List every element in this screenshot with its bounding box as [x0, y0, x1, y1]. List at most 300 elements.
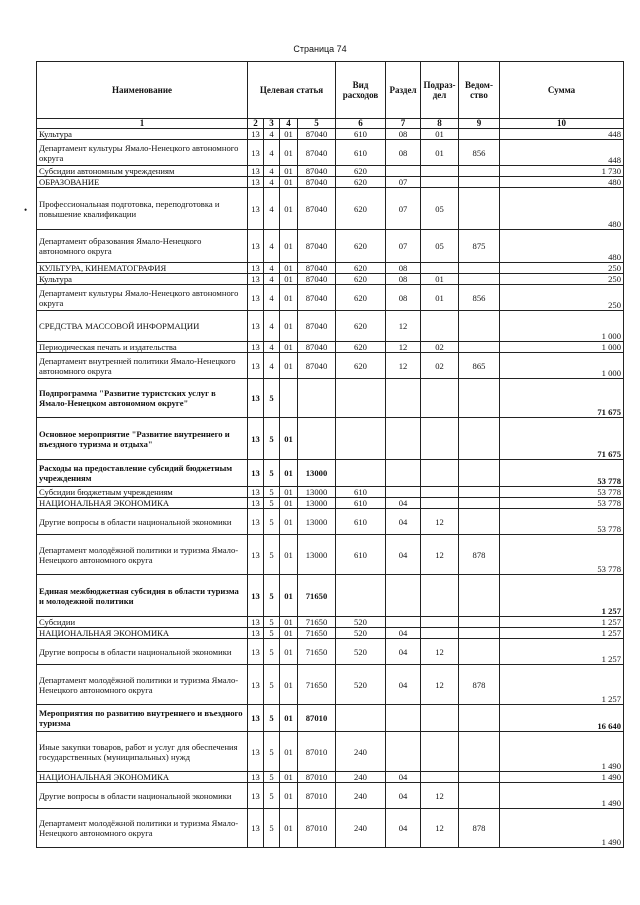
cell-target-d: 13000 — [298, 460, 336, 487]
cell-ved — [459, 274, 500, 285]
col-header-name: Наименование — [37, 62, 248, 119]
table-row — [37, 809, 624, 848]
cell-ved — [459, 166, 500, 177]
cell-target-d — [298, 379, 336, 418]
header-row — [37, 62, 624, 119]
cell-sum: 250 — [500, 285, 624, 311]
cell-name: Профессиональная подготовка, переподготовка и повышение квалификации — [37, 188, 248, 230]
cell-sum: 71 675 — [500, 379, 624, 418]
cell-sum: 480 — [500, 188, 624, 230]
table-row — [37, 639, 624, 665]
cell-sum: 16 640 — [500, 705, 624, 732]
cell-target-a: 13 — [248, 311, 264, 342]
cell-razdel: 12 — [386, 311, 421, 342]
cell-target-a: 13 — [248, 705, 264, 732]
cell-target-a: 13 — [248, 188, 264, 230]
cell-vid: 620 — [336, 311, 386, 342]
cell-target-a: 13 — [248, 498, 264, 509]
cell-target-b: 5 — [264, 783, 280, 809]
col-header-ved: Ведом-ство — [459, 62, 500, 119]
cell-ved — [459, 311, 500, 342]
cell-vid: 520 — [336, 639, 386, 665]
cell-target-d: 13000 — [298, 535, 336, 575]
cell-target-c: 01 — [280, 783, 298, 809]
cell-ved — [459, 639, 500, 665]
table-row — [37, 418, 624, 460]
cell-target-c — [280, 379, 298, 418]
cell-ved — [459, 460, 500, 487]
cell-razdel: 12 — [386, 342, 421, 353]
cell-vid: 520 — [336, 665, 386, 705]
cell-name: Основное мероприятие "Развитие внутреннего и въездного туризма и отдыха" — [37, 418, 248, 460]
col-num: 10 — [500, 119, 624, 129]
cell-target-a: 13 — [248, 353, 264, 379]
cell-vid: 520 — [336, 617, 386, 628]
table-row — [37, 665, 624, 705]
cell-target-a: 13 — [248, 628, 264, 639]
cell-vid — [336, 705, 386, 732]
cell-target-a: 13 — [248, 418, 264, 460]
cell-ved — [459, 498, 500, 509]
cell-target-c: 01 — [280, 665, 298, 705]
cell-sum: 1 257 — [500, 575, 624, 617]
table-row — [37, 342, 624, 353]
cell-ved: 875 — [459, 230, 500, 263]
cell-target-a: 13 — [248, 575, 264, 617]
cell-podrazdel: 02 — [421, 353, 459, 379]
cell-sum: 1 490 — [500, 809, 624, 848]
table-row — [37, 460, 624, 487]
cell-name: Расходы на предоставление субсидий бюджетным учреждениям — [37, 460, 248, 487]
cell-ved: 856 — [459, 140, 500, 166]
cell-name: Департамент культуры Ямало-Ненецкого автономного округа — [37, 285, 248, 311]
cell-target-b: 4 — [264, 129, 280, 140]
cell-name: СРЕДСТВА МАССОВОЙ ИНФОРМАЦИИ — [37, 311, 248, 342]
cell-sum: 53 778 — [500, 509, 624, 535]
cell-sum: 1 730 — [500, 166, 624, 177]
table-row — [37, 509, 624, 535]
cell-sum: 53 778 — [500, 487, 624, 498]
cell-sum: 1 490 — [500, 772, 624, 783]
cell-ved — [459, 487, 500, 498]
table-row — [37, 498, 624, 509]
cell-vid: 620 — [336, 166, 386, 177]
table-row — [37, 274, 624, 285]
cell-target-c: 01 — [280, 274, 298, 285]
cell-target-a: 13 — [248, 263, 264, 274]
cell-target-d: 87040 — [298, 263, 336, 274]
cell-razdel — [386, 166, 421, 177]
cell-target-d: 87010 — [298, 809, 336, 848]
cell-name: Иные закупки товаров, работ и услуг для обеспечения государственных (муниципальных) нужд — [37, 732, 248, 772]
cell-razdel: 04 — [386, 809, 421, 848]
cell-vid: 240 — [336, 783, 386, 809]
cell-target-b: 5 — [264, 809, 280, 848]
cell-name: Культура — [37, 274, 248, 285]
cell-vid: 520 — [336, 628, 386, 639]
cell-target-b: 5 — [264, 418, 280, 460]
cell-target-c: 01 — [280, 498, 298, 509]
cell-name: Субсидии автономным учреждениям — [37, 166, 248, 177]
cell-target-d — [298, 418, 336, 460]
cell-vid: 620 — [336, 353, 386, 379]
cell-razdel: 08 — [386, 129, 421, 140]
col-num: 2 — [248, 119, 264, 129]
cell-target-c: 01 — [280, 418, 298, 460]
cell-target-a: 13 — [248, 342, 264, 353]
cell-ved: 865 — [459, 353, 500, 379]
cell-target-c: 01 — [280, 575, 298, 617]
cell-podrazdel — [421, 311, 459, 342]
cell-sum: 71 675 — [500, 418, 624, 460]
cell-target-b: 5 — [264, 509, 280, 535]
cell-name: НАЦИОНАЛЬНАЯ ЭКОНОМИКА — [37, 628, 248, 639]
cell-sum: 480 — [500, 230, 624, 263]
cell-sum: 1 257 — [500, 639, 624, 665]
cell-target-b: 4 — [264, 177, 280, 188]
table-row — [37, 783, 624, 809]
cell-vid: 240 — [336, 772, 386, 783]
table-row — [37, 166, 624, 177]
cell-target-d: 87010 — [298, 783, 336, 809]
cell-target-d: 87010 — [298, 705, 336, 732]
cell-target-c: 01 — [280, 230, 298, 263]
cell-razdel: 04 — [386, 772, 421, 783]
cell-podrazdel — [421, 498, 459, 509]
cell-vid: 620 — [336, 177, 386, 188]
cell-podrazdel: 02 — [421, 342, 459, 353]
cell-target-a: 13 — [248, 129, 264, 140]
table-row — [37, 617, 624, 628]
cell-target-c: 01 — [280, 487, 298, 498]
cell-name: Департамент молодёжной политики и туризма Ямало-Ненецкого автономного округа — [37, 535, 248, 575]
cell-ved — [459, 783, 500, 809]
cell-ved — [459, 188, 500, 230]
cell-ved — [459, 705, 500, 732]
column-number-row — [37, 119, 624, 129]
col-num: 9 — [459, 119, 500, 129]
cell-podrazdel — [421, 177, 459, 188]
cell-razdel: 04 — [386, 628, 421, 639]
cell-target-b: 4 — [264, 342, 280, 353]
cell-razdel: 04 — [386, 783, 421, 809]
cell-podrazdel: 01 — [421, 285, 459, 311]
cell-podrazdel: 12 — [421, 665, 459, 705]
cell-target-b: 4 — [264, 263, 280, 274]
cell-target-b: 5 — [264, 379, 280, 418]
cell-target-c: 01 — [280, 263, 298, 274]
cell-razdel: 04 — [386, 639, 421, 665]
cell-target-b: 5 — [264, 772, 280, 783]
cell-podrazdel — [421, 732, 459, 772]
cell-name: Другие вопросы в области национальной экономики — [37, 639, 248, 665]
col-num: 1 — [37, 119, 248, 129]
cell-name: Департамент образования Ямало-Ненецкого автономного округа — [37, 230, 248, 263]
cell-sum: 480 — [500, 177, 624, 188]
cell-sum: 1 000 — [500, 311, 624, 342]
table-row — [37, 311, 624, 342]
col-header-podrazdel: Подраз-дел — [421, 62, 459, 119]
col-num: 3 — [264, 119, 280, 129]
cell-target-d: 87040 — [298, 166, 336, 177]
cell-podrazdel — [421, 460, 459, 487]
cell-ved: 878 — [459, 665, 500, 705]
cell-ved — [459, 129, 500, 140]
cell-ved — [459, 575, 500, 617]
cell-target-b: 4 — [264, 140, 280, 166]
cell-target-a: 13 — [248, 487, 264, 498]
cell-name: Периодическая печать и издательства — [37, 342, 248, 353]
col-num: 4 — [280, 119, 298, 129]
cell-razdel: 07 — [386, 188, 421, 230]
cell-target-c: 01 — [280, 311, 298, 342]
cell-podrazdel — [421, 628, 459, 639]
cell-target-a: 13 — [248, 166, 264, 177]
cell-target-b: 5 — [264, 628, 280, 639]
table-row — [37, 575, 624, 617]
cell-podrazdel — [421, 617, 459, 628]
cell-target-b: 5 — [264, 487, 280, 498]
cell-target-b: 5 — [264, 460, 280, 487]
cell-sum: 53 778 — [500, 460, 624, 487]
table-row — [37, 379, 624, 418]
cell-razdel — [386, 460, 421, 487]
table-row — [37, 129, 624, 140]
cell-podrazdel: 05 — [421, 188, 459, 230]
cell-vid: 620 — [336, 342, 386, 353]
cell-target-a: 13 — [248, 379, 264, 418]
cell-target-c: 01 — [280, 628, 298, 639]
col-num: 5 — [298, 119, 336, 129]
cell-podrazdel — [421, 575, 459, 617]
table-row — [37, 285, 624, 311]
cell-target-c: 01 — [280, 535, 298, 575]
cell-target-a: 13 — [248, 177, 264, 188]
cell-target-d: 87040 — [298, 274, 336, 285]
cell-target-b: 5 — [264, 705, 280, 732]
cell-razdel — [386, 418, 421, 460]
cell-vid: 240 — [336, 732, 386, 772]
cell-target-a: 13 — [248, 783, 264, 809]
cell-target-c: 01 — [280, 353, 298, 379]
cell-ved — [459, 263, 500, 274]
cell-razdel — [386, 617, 421, 628]
cell-podrazdel: 12 — [421, 535, 459, 575]
cell-target-b: 5 — [264, 575, 280, 617]
cell-target-a: 13 — [248, 460, 264, 487]
cell-sum: 1 257 — [500, 617, 624, 628]
cell-target-c: 01 — [280, 617, 298, 628]
cell-ved — [459, 418, 500, 460]
table-row — [37, 230, 624, 263]
cell-name: НАЦИОНАЛЬНАЯ ЭКОНОМИКА — [37, 498, 248, 509]
cell-vid: 240 — [336, 809, 386, 848]
cell-ved — [459, 617, 500, 628]
cell-target-b: 5 — [264, 617, 280, 628]
cell-sum: 250 — [500, 274, 624, 285]
cell-razdel: 08 — [386, 263, 421, 274]
table-row — [37, 487, 624, 498]
cell-target-a: 13 — [248, 509, 264, 535]
cell-sum: 1 257 — [500, 665, 624, 705]
col-num: 6 — [336, 119, 386, 129]
cell-podrazdel — [421, 379, 459, 418]
cell-vid — [336, 379, 386, 418]
cell-name: Департамент культуры Ямало-Ненецкого автономного округа — [37, 140, 248, 166]
cell-target-c: 01 — [280, 732, 298, 772]
cell-razdel: 08 — [386, 140, 421, 166]
cell-target-c: 01 — [280, 809, 298, 848]
cell-sum: 448 — [500, 129, 624, 140]
cell-target-a: 13 — [248, 639, 264, 665]
cell-razdel: 04 — [386, 535, 421, 575]
table-body — [37, 129, 624, 848]
cell-name: ОБРАЗОВАНИЕ — [37, 177, 248, 188]
col-header-sum: Сумма — [500, 62, 624, 119]
table-row — [37, 535, 624, 575]
page-label: Страница 74 — [293, 44, 347, 54]
cell-razdel: 12 — [386, 353, 421, 379]
cell-sum: 53 778 — [500, 535, 624, 575]
cell-razdel: 08 — [386, 274, 421, 285]
cell-vid: 610 — [336, 498, 386, 509]
cell-target-a: 13 — [248, 140, 264, 166]
col-header-target: Целевая статья — [248, 62, 336, 119]
cell-target-c: 01 — [280, 705, 298, 732]
table-row — [37, 140, 624, 166]
cell-name: Департамент молодёжной политики и туризма Ямало-Ненецкого автономного округа — [37, 665, 248, 705]
cell-podrazdel: 05 — [421, 230, 459, 263]
cell-target-a: 13 — [248, 274, 264, 285]
cell-razdel — [386, 379, 421, 418]
cell-target-a: 13 — [248, 772, 264, 783]
cell-name: НАЦИОНАЛЬНАЯ ЭКОНОМИКА — [37, 772, 248, 783]
cell-podrazdel — [421, 263, 459, 274]
cell-target-a: 13 — [248, 617, 264, 628]
cell-ved — [459, 342, 500, 353]
cell-ved: 856 — [459, 285, 500, 311]
cell-podrazdel: 12 — [421, 639, 459, 665]
cell-razdel: 04 — [386, 498, 421, 509]
cell-name: Другие вопросы в области национальной экономики — [37, 783, 248, 809]
cell-vid: 610 — [336, 487, 386, 498]
cell-vid: 620 — [336, 188, 386, 230]
cell-ved — [459, 732, 500, 772]
cell-target-b: 4 — [264, 230, 280, 263]
budget-table — [36, 61, 624, 848]
cell-target-c: 01 — [280, 342, 298, 353]
cell-podrazdel: 12 — [421, 809, 459, 848]
cell-target-d: 87040 — [298, 129, 336, 140]
cell-podrazdel — [421, 166, 459, 177]
cell-podrazdel: 01 — [421, 129, 459, 140]
cell-podrazdel — [421, 487, 459, 498]
cell-target-c: 01 — [280, 129, 298, 140]
cell-sum: 1 000 — [500, 353, 624, 379]
cell-name: Субсидии бюджетным учреждениям — [37, 487, 248, 498]
cell-ved: 878 — [459, 809, 500, 848]
cell-target-d: 87040 — [298, 230, 336, 263]
cell-target-d: 87040 — [298, 285, 336, 311]
col-num: 7 — [386, 119, 421, 129]
cell-ved — [459, 379, 500, 418]
cell-vid — [336, 460, 386, 487]
cell-name: Мероприятия по развитию внутреннего и въездного туризма — [37, 705, 248, 732]
cell-target-d: 71650 — [298, 617, 336, 628]
margin-mark: • — [24, 205, 28, 215]
cell-sum: 1 490 — [500, 732, 624, 772]
cell-vid — [336, 575, 386, 617]
cell-razdel: 08 — [386, 285, 421, 311]
cell-target-c: 01 — [280, 166, 298, 177]
cell-target-d: 13000 — [298, 498, 336, 509]
cell-razdel — [386, 487, 421, 498]
cell-ved: 878 — [459, 535, 500, 575]
cell-target-a: 13 — [248, 809, 264, 848]
cell-target-d: 87040 — [298, 188, 336, 230]
cell-target-d: 87010 — [298, 772, 336, 783]
cell-target-d: 71650 — [298, 628, 336, 639]
cell-ved — [459, 177, 500, 188]
cell-target-a: 13 — [248, 230, 264, 263]
cell-vid — [336, 418, 386, 460]
cell-razdel: 04 — [386, 509, 421, 535]
col-header-razdel: Раздел — [386, 62, 421, 119]
cell-razdel: 04 — [386, 665, 421, 705]
cell-target-a: 13 — [248, 535, 264, 575]
cell-target-d: 87040 — [298, 342, 336, 353]
cell-sum: 250 — [500, 263, 624, 274]
cell-vid: 620 — [336, 274, 386, 285]
cell-podrazdel: 12 — [421, 783, 459, 809]
col-num: 8 — [421, 119, 459, 129]
cell-target-c: 01 — [280, 188, 298, 230]
cell-target-c: 01 — [280, 460, 298, 487]
cell-vid: 620 — [336, 285, 386, 311]
cell-target-c: 01 — [280, 639, 298, 665]
cell-vid: 610 — [336, 129, 386, 140]
cell-vid: 610 — [336, 535, 386, 575]
cell-name: Субсидии — [37, 617, 248, 628]
cell-name: Другие вопросы в области национальной экономики — [37, 509, 248, 535]
cell-target-c: 01 — [280, 177, 298, 188]
cell-sum: 53 778 — [500, 498, 624, 509]
cell-target-d: 87040 — [298, 311, 336, 342]
cell-target-b: 5 — [264, 535, 280, 575]
cell-target-c: 01 — [280, 140, 298, 166]
cell-vid: 620 — [336, 263, 386, 274]
cell-target-c: 01 — [280, 285, 298, 311]
cell-target-d: 87010 — [298, 732, 336, 772]
cell-name: Департамент внутренней политики Ямало-Ненецкого автономного округа — [37, 353, 248, 379]
cell-razdel — [386, 575, 421, 617]
table-row — [37, 705, 624, 732]
cell-sum: 448 — [500, 140, 624, 166]
cell-podrazdel: 01 — [421, 140, 459, 166]
cell-target-d: 13000 — [298, 509, 336, 535]
cell-target-d: 13000 — [298, 487, 336, 498]
cell-target-a: 13 — [248, 285, 264, 311]
cell-target-b: 4 — [264, 311, 280, 342]
cell-target-d: 87040 — [298, 177, 336, 188]
cell-name: Культура — [37, 129, 248, 140]
table-row — [37, 353, 624, 379]
cell-target-a: 13 — [248, 732, 264, 772]
cell-vid: 610 — [336, 140, 386, 166]
col-header-vid: Вид расходов — [336, 62, 386, 119]
cell-target-b: 5 — [264, 732, 280, 772]
cell-target-c: 01 — [280, 509, 298, 535]
